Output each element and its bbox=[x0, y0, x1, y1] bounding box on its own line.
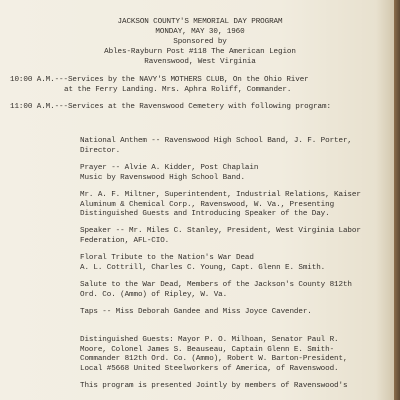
program-line: Prayer -- Alvie A. Kidder, Post Chaplain bbox=[80, 164, 259, 172]
program-item-guests-presentation bbox=[80, 191, 392, 220]
program-line: Moore, Colonel James S. Beauseau, Captain Glenn E. Smith- bbox=[80, 345, 335, 354]
program-item-taps bbox=[80, 308, 392, 318]
program-line: A. L. Cottrill, Charles C. Young, Capt. Glenn E. Smith. bbox=[80, 263, 326, 272]
program-line: Commander 812th Ord. Co. (Ammo), Robert W. Barton-President, bbox=[80, 355, 348, 364]
schedule-item-1000-line-2: at the Ferry Landing. Mrs. Aphra Roliff, Commander. bbox=[64, 86, 292, 94]
program-line: Aluminum & Chemical Corp., Ravenswood, W. Va., Presenting bbox=[80, 200, 335, 209]
program-line: Salute to the War Dead, Members of the Jackson's County 812th bbox=[80, 281, 352, 289]
program-item-anthem bbox=[80, 137, 392, 156]
program-title: JACKSON COUNTY'S MEMORIAL DAY PROGRAM bbox=[117, 18, 283, 26]
program-item-distinguished-guests bbox=[80, 336, 392, 374]
program-line: Ord. Co. (Ammo) of Ripley, W. Va. bbox=[80, 290, 228, 299]
program-line: Mr. A. F. Miltner, Superintendent, Industrial Relations, Kaiser bbox=[80, 191, 361, 199]
program-line: Speaker -- Mr. Miles C. Stanley, President, West Virginia Labor bbox=[80, 227, 361, 235]
program-item-speaker bbox=[80, 227, 392, 246]
program-line: Music by Ravenswood High School Band. bbox=[80, 173, 245, 182]
program-line: Local #5668 United Steelworkers of America, of Ravenswood. bbox=[80, 364, 339, 373]
program-line: Distinguished Guests and Introducing Speaker of the Day. bbox=[80, 210, 330, 219]
program-item-floral-tribute bbox=[80, 254, 392, 273]
sponsor-name: Ables-Rayburn Post #118 The American Legion bbox=[104, 48, 296, 56]
program-line: Federation, AFL-CIO. bbox=[80, 236, 170, 245]
program-date: MONDAY, MAY 30, 1960 bbox=[155, 28, 245, 36]
sponsored-by-label: Sponsored by bbox=[173, 38, 227, 46]
program-line: Taps -- Miss Deborah Gandee and Miss Joyce Cavender. bbox=[80, 308, 312, 316]
program-item-prayer bbox=[80, 164, 392, 183]
program-line: Distinguished Guests: Mayor P. O. Milhoan, Senator Paul R. bbox=[80, 336, 339, 344]
schedule-item-1000-line-1: 10:00 A.M.---Services by the NAVY'S MOTHERS CLUB, On the Ohio River bbox=[10, 76, 309, 84]
program-item-salute bbox=[80, 281, 392, 300]
paper-edge-shadow bbox=[394, 0, 400, 400]
sponsor-location: Ravenswood, West Virginia bbox=[144, 58, 256, 66]
program-line: This program is presented Jointly by members of Ravenswood's bbox=[80, 382, 348, 390]
program-item-presented-by bbox=[80, 382, 392, 392]
program-line: Director. bbox=[80, 146, 121, 155]
schedule-item-1100: 11:00 A.M.---Services at the Ravenswood Cemetery with following program: bbox=[10, 103, 331, 111]
program-line: National Anthem -- Ravenswood High School Band, J. F. Porter, bbox=[80, 137, 352, 145]
program-line: Floral Tribute to the Nation's War Dead bbox=[80, 254, 254, 262]
